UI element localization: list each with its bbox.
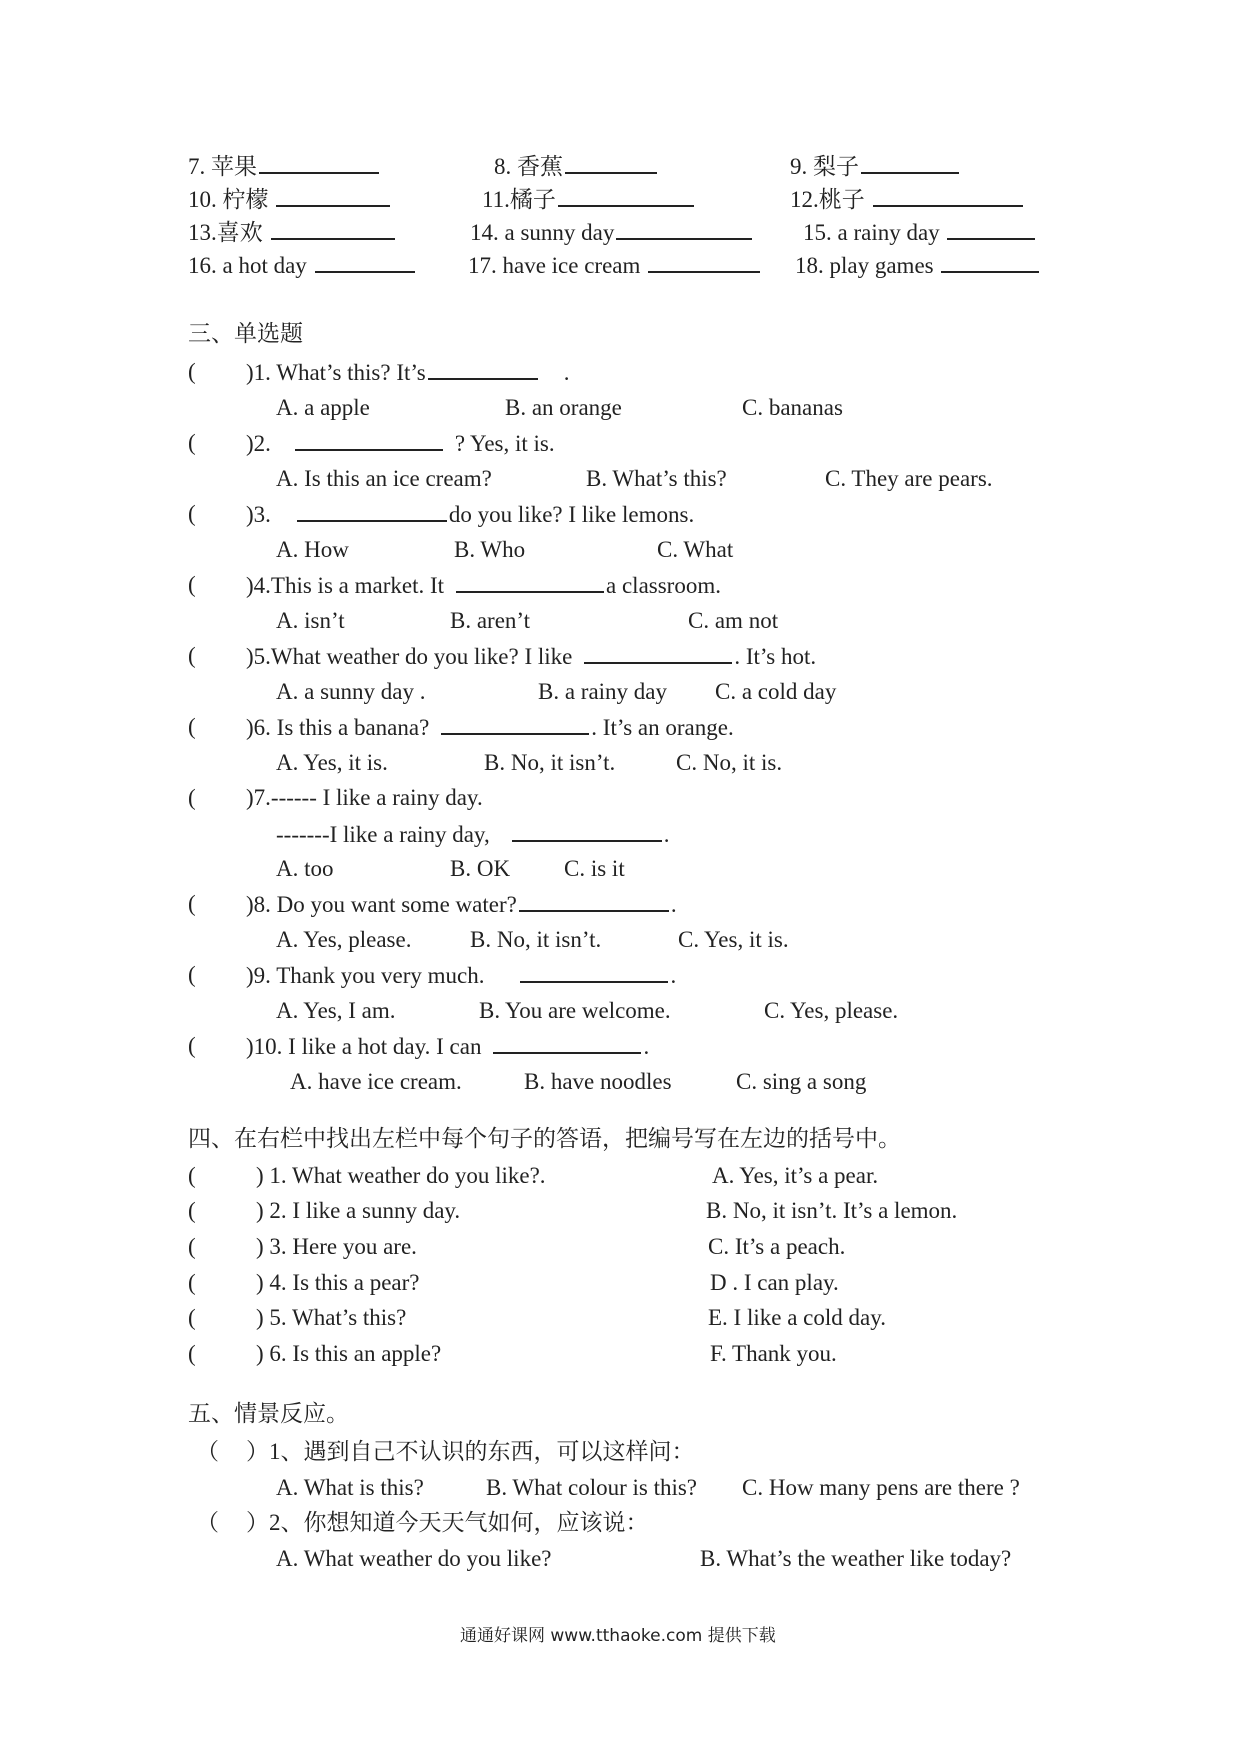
option-c[interactable]: C. sing a song bbox=[736, 1069, 867, 1094]
answer-paren[interactable]: （ bbox=[196, 1510, 219, 1535]
option-a[interactable]: A. Yes, I am. bbox=[276, 998, 396, 1023]
answer-paren[interactable]: ( bbox=[188, 643, 196, 668]
match-left-item: ) 1. What weather do you like?. bbox=[256, 1163, 546, 1188]
question-stem: )3. do you like? I like lemons. bbox=[246, 502, 695, 527]
option-b[interactable]: B. an orange bbox=[505, 395, 622, 420]
vocab-item: 11.橘子 bbox=[482, 187, 696, 211]
match-right-item: E. I like a cold day. bbox=[708, 1305, 886, 1330]
vocab-item: 7. 苹果 bbox=[188, 154, 381, 178]
option-b[interactable]: B. have noodles bbox=[524, 1069, 672, 1094]
answer-paren[interactable]: ( bbox=[188, 359, 196, 384]
option-a[interactable]: A. How bbox=[276, 537, 349, 562]
option-b[interactable]: B. What’s the weather like today? bbox=[700, 1546, 1012, 1571]
option-c[interactable]: C. Yes, it is. bbox=[678, 927, 789, 952]
option-a[interactable]: A. too bbox=[276, 856, 334, 881]
question-stem: )2. ? Yes, it is. bbox=[246, 431, 555, 456]
vocab-item: 16. a hot day bbox=[188, 253, 417, 277]
match-left-item: ) 2. I like a sunny day. bbox=[256, 1198, 461, 1223]
answer-paren[interactable]: ( bbox=[188, 1270, 196, 1295]
question-stem: )1. What’s this? It’s . bbox=[246, 360, 570, 385]
answer-paren[interactable]: ( bbox=[188, 1341, 196, 1366]
option-a[interactable]: A. Yes, please. bbox=[276, 927, 412, 952]
match-right-item: C. It’s a peach. bbox=[708, 1234, 846, 1259]
question-stem: ）1、遇到自己不认识的东西，可以这样问： bbox=[246, 1439, 695, 1464]
match-right-item: B. No, it isn’t. It’s a lemon. bbox=[706, 1198, 958, 1223]
question-stem: )5.What weather do you like? I like . It’s hot. bbox=[246, 644, 817, 669]
answer-paren[interactable]: ( bbox=[188, 1305, 196, 1330]
question-stem: )10. I like a hot day. I can . bbox=[246, 1034, 650, 1059]
option-b[interactable]: B. Who bbox=[454, 537, 526, 562]
option-b[interactable]: B. What colour is this? bbox=[486, 1475, 698, 1500]
option-c[interactable]: C. bananas bbox=[742, 395, 843, 420]
match-left-item: ) 6. Is this an apple? bbox=[256, 1341, 442, 1366]
answer-paren[interactable]: （ bbox=[196, 1439, 219, 1464]
page-footer: 通通好课网 www.tthaoke.com 提供下载 bbox=[460, 1626, 776, 1646]
option-b[interactable]: B. No, it isn’t. bbox=[470, 927, 602, 952]
match-left-item: ) 3. Here you are. bbox=[256, 1234, 417, 1259]
option-a[interactable]: A. have ice cream. bbox=[290, 1069, 462, 1094]
vocab-item: 10. 柠檬 bbox=[188, 187, 392, 211]
question-stem: ）2、你想知道今天天气如何，应该说： bbox=[246, 1510, 649, 1535]
vocab-item: 18. play games bbox=[795, 253, 1041, 277]
option-b[interactable]: B. a rainy day bbox=[538, 679, 668, 704]
match-right-item: A. Yes, it’s a pear. bbox=[712, 1163, 879, 1188]
section4-heading: 四、在右栏中找出左栏中每个句子的答语，把编号写在左边的括号中。 bbox=[188, 1126, 901, 1151]
section5-heading: 五、情景反应。 bbox=[188, 1401, 349, 1426]
option-c[interactable]: C. What bbox=[657, 537, 734, 562]
question-stem: )9. Thank you very much. . bbox=[246, 963, 677, 988]
answer-paren[interactable]: ( bbox=[188, 501, 196, 526]
match-left-item: ) 4. Is this a pear? bbox=[256, 1270, 420, 1295]
option-c[interactable]: C. is it bbox=[564, 856, 625, 881]
answer-paren[interactable]: ( bbox=[188, 1163, 196, 1188]
answer-paren[interactable]: ( bbox=[188, 1033, 196, 1058]
match-right-item: F. Thank you. bbox=[710, 1341, 837, 1366]
match-right-item: D . I can play. bbox=[710, 1270, 839, 1295]
vocab-item: 14. a sunny day bbox=[470, 220, 754, 244]
answer-paren[interactable]: ( bbox=[188, 572, 196, 597]
vocab-item: 12.桃子 bbox=[790, 187, 1025, 211]
answer-paren[interactable]: ( bbox=[188, 891, 196, 916]
section3-heading: 三、单选题 bbox=[188, 321, 303, 346]
option-a[interactable]: A. a apple bbox=[276, 395, 370, 420]
vocab-item: 8. 香蕉 bbox=[494, 154, 659, 178]
option-a[interactable]: A. Is this an ice cream? bbox=[276, 466, 492, 491]
option-b[interactable]: B. aren’t bbox=[450, 608, 531, 633]
option-a[interactable]: A. isn’t bbox=[276, 608, 345, 633]
option-b[interactable]: B. No, it isn’t. bbox=[484, 750, 616, 775]
question-stem-line2: -------I like a rainy day, . bbox=[276, 822, 670, 847]
option-a[interactable]: A. Yes, it is. bbox=[276, 750, 388, 775]
answer-paren[interactable]: ( bbox=[188, 1234, 196, 1259]
answer-paren[interactable]: ( bbox=[188, 714, 196, 739]
question-stem: )7.------ I like a rainy day. bbox=[246, 785, 483, 810]
match-left-item: ) 5. What’s this? bbox=[256, 1305, 407, 1330]
option-c[interactable]: C. Yes, please. bbox=[764, 998, 899, 1023]
option-c[interactable]: C. am not bbox=[688, 608, 779, 633]
option-c[interactable]: C. a cold day bbox=[715, 679, 837, 704]
option-a[interactable]: A. What weather do you like? bbox=[276, 1546, 552, 1571]
question-stem: )6. Is this a banana? . It’s an orange. bbox=[246, 715, 734, 740]
answer-paren[interactable]: ( bbox=[188, 962, 196, 987]
option-b[interactable]: B. What’s this? bbox=[586, 466, 727, 491]
answer-paren[interactable]: ( bbox=[188, 1198, 196, 1223]
question-stem: )8. Do you want some water? . bbox=[246, 892, 677, 917]
option-c[interactable]: C. How many pens are there ? bbox=[742, 1475, 1020, 1500]
option-b[interactable]: B. OK bbox=[450, 856, 511, 881]
option-a[interactable]: A. What is this? bbox=[276, 1475, 424, 1500]
vocab-item: 15. a rainy day bbox=[803, 220, 1037, 244]
option-b[interactable]: B. You are welcome. bbox=[479, 998, 671, 1023]
question-stem: )4.This is a market. It a classroom. bbox=[246, 573, 721, 598]
option-a[interactable]: A. a sunny day . bbox=[276, 679, 426, 704]
vocab-item: 17. have ice cream bbox=[468, 253, 762, 277]
answer-paren[interactable]: ( bbox=[188, 430, 196, 455]
vocab-item: 13.喜欢 bbox=[188, 220, 397, 244]
option-c[interactable]: C. No, it is. bbox=[676, 750, 783, 775]
option-c[interactable]: C. They are pears. bbox=[825, 466, 993, 491]
vocab-item: 9. 梨子 bbox=[790, 154, 961, 178]
answer-paren[interactable]: ( bbox=[188, 785, 196, 810]
